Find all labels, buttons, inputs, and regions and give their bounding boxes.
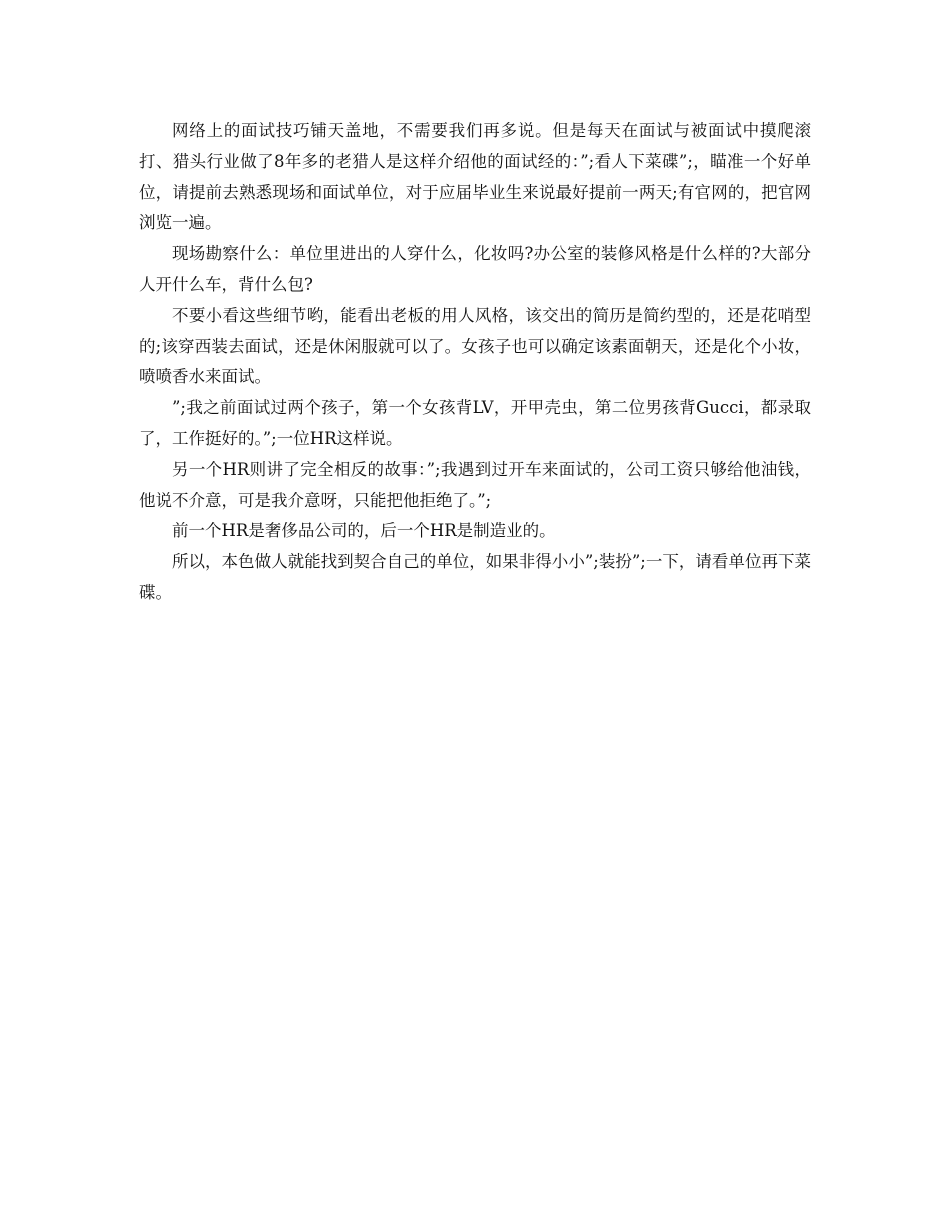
paragraph-7: 所以，本色做人就能找到契合自己的单位，如果非得小小”;装扮”;一下，请看单位再下菜碟。: [139, 552, 811, 602]
paragraph-3: 不要小看这些细节哟，能看出老板的用人风格，该交出的简历是简约型的，还是花哨型的;该穿西装去面试，还是休闲服就可以了。女孩子也可以确定该素面朝天，还是化个小妆，喷喷香水来面试。: [139, 305, 811, 387]
paragraph-5: 另一个HR则讲了完全相反的故事：”;我遇到过开车来面试的，公司工资只够给他油钱，他说不介意，可是我介意呀，只能把他拒绝了。”;: [139, 459, 811, 510]
document-body: [139, 116, 811, 609]
paragraph-6: 前一个HR是奢侈品公司的，后一个HR是制造业的。: [172, 521, 556, 541]
paragraph-4: ”;我之前面试过两个孩子，第一个女孩背LV，开甲壳虫，第二位男孩背Gucci，都录取了，工作挺好的。”;一位HR这样说。: [139, 398, 811, 448]
paragraph-2: 现场勘察什么：单位里进出的人穿什么，化妆吗?办公室的装修风格是什么样的?大部分人开什么车，背什么包?: [139, 244, 811, 294]
paragraph-1: 网络上的面试技巧铺天盖地，不需要我们再多说。但是每天在面试与被面试中摸爬滚打、猎头行业做了8年多的老猎人是这样介绍他的面试经的：”;看人下菜碟”;，瞄准一个好单位，请提前去熟悉现场和面试单位，对于应届毕业生来说最好提前一两天;有官网的，把官网浏览一遍。: [139, 121, 811, 233]
